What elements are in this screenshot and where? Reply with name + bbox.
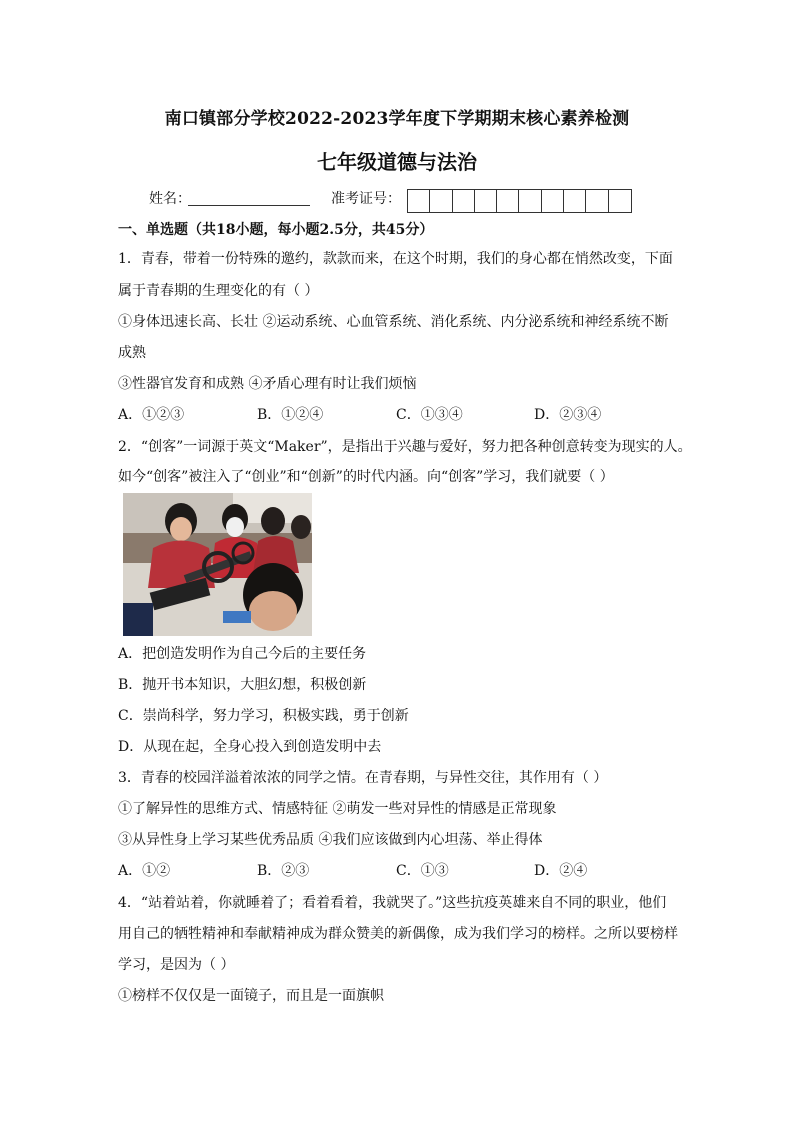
exam-id-box[interactable]: [408, 190, 430, 212]
question-3-option-d[interactable]: D．②④: [534, 863, 588, 879]
question-3-option-a[interactable]: A．①②: [118, 863, 171, 879]
question-1-option-d[interactable]: D．②③④: [534, 407, 602, 423]
question-1-option-c[interactable]: C．①③④: [396, 407, 463, 423]
question-1-statement: ③性器官发育和成熟 ④矛盾心理有时让我们烦恼: [118, 376, 417, 392]
exam-id-label: 准考证号：: [331, 191, 401, 207]
school-title: 南口镇部分学校2022-2023学年度下学期期末核心素养检测: [164, 109, 630, 129]
exam-id-box[interactable]: [564, 190, 586, 212]
exam-id-box[interactable]: [586, 190, 608, 212]
question-3-line-1: 3．青春的校园洋溢着浓浓的同学之情。在青春期，与异性交往，其作用有（ ）: [118, 770, 608, 786]
exam-id-box[interactable]: [497, 190, 519, 212]
question-1-statement: ①身体迅速长高、长壮 ②运动系统、心血管系统、消化系统、内分泌系统和神经系统不断: [118, 314, 669, 330]
exam-id-box[interactable]: [609, 190, 631, 212]
question-1-option-a[interactable]: A．①②③: [118, 407, 185, 423]
exam-id-boxes[interactable]: [407, 189, 632, 213]
question-4-line-2: 用自己的牺牲精神和奉献精神成为群众赞美的新偶像，成为我们学习的榜样。之所以要榜样: [118, 926, 678, 942]
question-1-statement: 成熟: [118, 345, 146, 361]
question-3-statement: ①了解异性的思维方式、情感特征 ②萌发一些对异性的情感是正常现象: [118, 801, 557, 817]
name-field[interactable]: [188, 205, 310, 206]
name-label: 姓名：: [149, 191, 191, 207]
question-2-option-a[interactable]: A．把创造发明作为自己今后的主要任务: [118, 646, 367, 662]
subject-title: 七年级道德与法治: [317, 150, 477, 174]
exam-id-box[interactable]: [519, 190, 541, 212]
question-3-option-c[interactable]: C．①③: [396, 863, 449, 879]
question-2-option-d[interactable]: D．从现在起，全身心投入到创造发明中去: [118, 739, 382, 755]
section-heading: 一、单选题（共18小题，每小题2.5分，共45分）: [118, 222, 434, 238]
exam-id-box[interactable]: [475, 190, 497, 212]
question-1-line-2: 属于青春期的生理变化的有（ ）: [118, 283, 319, 299]
question-2-line-2: 如今“创客”被注入了“创业”和“创新”的时代内涵。向“创客”学习，我们就要（ ）: [118, 469, 614, 485]
question-4-line-3: 学习，是因为（ ）: [118, 957, 235, 973]
question-2-option-b[interactable]: B．抛开书本知识，大胆幻想，积极创新: [118, 677, 367, 693]
students-robotics-photo: [123, 493, 312, 636]
question-3-statement: ③从异性身上学习某些优秀品质 ④我们应该做到内心坦荡、举止得体: [118, 832, 543, 848]
photo-illustration: [123, 493, 312, 636]
question-3-option-b[interactable]: B．②③: [257, 863, 310, 879]
question-1-line-1: 1．青春，带着一份特殊的邀约，款款而来，在这个时期，我们的身心都在悄然改变，下面: [118, 251, 673, 267]
question-2-option-c[interactable]: C．崇尚科学，努力学习，积极实践，勇于创新: [118, 708, 409, 724]
question-4-line-1: 4．“站着站着，你就睡着了；看着看着，我就哭了。”这些抗疫英雄来自不同的职业，他们: [118, 895, 667, 911]
question-2-line-1: 2．“创客”一词源于英文“Maker”，是指出于兴趣与爱好，努力把各种创意转变为现实的人。: [118, 439, 692, 455]
exam-id-box[interactable]: [453, 190, 475, 212]
question-1-option-b[interactable]: B．①②④: [257, 407, 324, 423]
question-4-statement: ①榜样不仅仅是一面镜子，而且是一面旗帜: [118, 988, 384, 1004]
exam-id-box[interactable]: [542, 190, 564, 212]
exam-id-box[interactable]: [430, 190, 452, 212]
